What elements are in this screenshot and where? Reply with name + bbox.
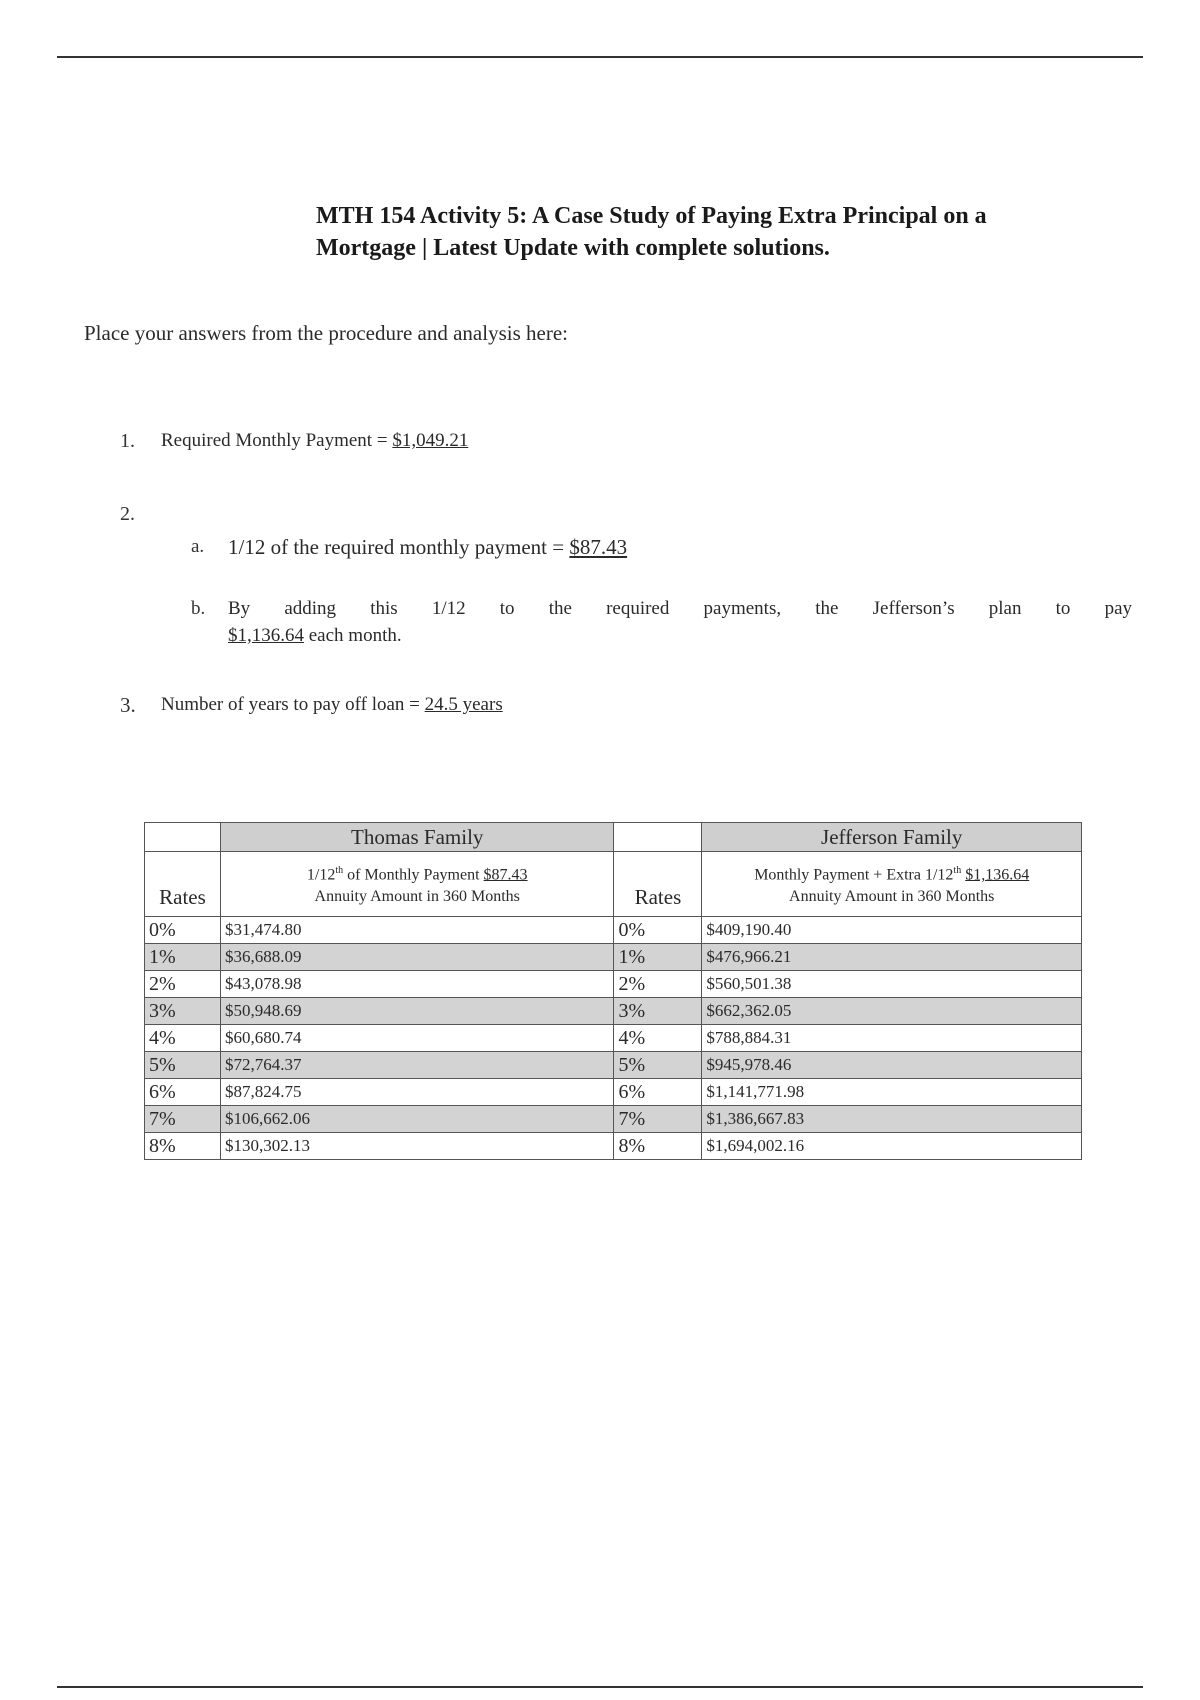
question-1-value: $1,049.21 [392,430,469,451]
thomas-header-sup: th [335,864,344,876]
question-2-number: 2. [120,503,135,525]
thomas-rate-cell: 5% [145,1052,221,1079]
column-header-row [145,852,1082,917]
thomas-amount-cell: $36,688.09 [220,944,614,971]
jefferson-rate-cell: 8% [614,1133,702,1160]
jefferson-rate-cell: 3% [614,998,702,1025]
question-2b-value: $1,136.64 [228,625,304,646]
question-1-number: 1. [120,430,135,452]
question-2b-tail: each month. [304,625,402,646]
thomas-amount-cell: $60,680.74 [220,1025,614,1052]
thomas-header-line-2: Annuity Amount in 360 Months [314,888,520,906]
question-3-value: 24.5 years [424,694,503,715]
thomas-amount-cell: $87,824.75 [220,1079,614,1106]
question-2b-letter: b. [191,598,206,619]
jefferson-rate-cell: 6% [614,1079,702,1106]
jefferson-amount-cell: $560,501.38 [702,971,1082,998]
table-row [145,1052,1082,1079]
jefferson-header-sup: th [953,864,962,876]
table-row [145,971,1082,998]
jefferson-rates-header: Rates [614,852,702,917]
jefferson-rate-cell: 0% [614,917,702,944]
thomas-header-prefix: 1/12 [306,866,336,884]
thomas-rate-cell: 0% [145,917,221,944]
jefferson-rate-cell: 4% [614,1025,702,1052]
thomas-amount-cell: $31,474.80 [220,917,614,944]
jefferson-header-prefix: Monthly Payment + Extra 1/12 [754,866,954,884]
thomas-amount-cell: $72,764.37 [220,1052,614,1079]
question-2a-letter: a. [191,536,205,557]
jefferson-amount-cell: $476,966.21 [702,944,1082,971]
question-3-text: Number of years to pay off loan = [161,694,425,715]
question-2b-text: By adding this 1/12 to the required payments, the Jefferson’s plan to pay [228,598,1132,619]
table-row [145,1106,1082,1133]
thomas-amount-cell: $106,662.06 [220,1106,614,1133]
jefferson-amount-cell: $662,362.05 [702,998,1082,1025]
jefferson-header-line-2: Annuity Amount in 360 Months [789,888,995,906]
top-rule [57,56,1143,58]
title-line-2: Mortgage | Latest Update with complete solutions. [316,235,830,261]
table-row [145,1079,1082,1106]
thomas-rates-header: Rates [145,852,221,917]
thomas-header-amount: $87.43 [483,866,528,884]
thomas-column-header [220,852,614,917]
thomas-rate-cell: 8% [145,1133,221,1160]
jefferson-rate-cell: 2% [614,971,702,998]
intro-text: Place your answers from the procedure and analysis here: [84,321,568,345]
family-header-spacer-jefferson [614,823,702,852]
table-row [145,1133,1082,1160]
thomas-rate-cell: 6% [145,1079,221,1106]
title-line-1: MTH 154 Activity 5: A Case Study of Paying Extra Principal on a [316,203,987,229]
thomas-rate-cell: 3% [145,998,221,1025]
thomas-amount-cell: $130,302.13 [220,1133,614,1160]
jefferson-family-header: Jefferson Family [702,823,1082,852]
jefferson-amount-cell: $1,386,667.83 [702,1106,1082,1133]
jefferson-header-line-1 [706,860,1077,886]
jefferson-amount-cell: $409,190.40 [702,917,1082,944]
question-1-answer [161,430,468,452]
question-3-number: 3. [120,693,136,717]
jefferson-rate-cell: 7% [614,1106,702,1133]
annuity-table [144,822,1082,1160]
table-row [145,1025,1082,1052]
question-1-text: Required Monthly Payment = [161,430,393,451]
jefferson-amount-cell: $1,141,771.98 [702,1079,1082,1106]
thomas-amount-cell: $50,948.69 [220,998,614,1025]
thomas-amount-cell: $43,078.98 [220,971,614,998]
jefferson-amount-cell: $945,978.46 [702,1052,1082,1079]
jefferson-column-header [702,852,1082,917]
jefferson-amount-cell: $1,694,002.16 [702,1133,1082,1160]
thomas-family-header: Thomas Family [220,823,614,852]
family-header-row [145,823,1082,852]
thomas-header-line-1 [225,860,610,886]
jefferson-rate-cell: 5% [614,1052,702,1079]
question-2a-answer [228,535,627,560]
question-2b-answer [228,623,402,649]
thomas-rate-cell: 4% [145,1025,221,1052]
question-2a-value: $87.43 [569,535,628,559]
thomas-rate-cell: 7% [145,1106,221,1133]
page-title [316,200,1116,264]
question-2a-text: 1/12 of the required monthly payment = [228,535,570,559]
family-header-spacer-thomas [145,823,221,852]
question-3-answer [161,694,503,716]
table-row [145,998,1082,1025]
jefferson-rate-cell: 1% [614,944,702,971]
bottom-rule [57,1686,1143,1688]
jefferson-header-amount: $1,136.64 [965,866,1030,884]
table-row [145,944,1082,971]
thomas-rate-cell: 1% [145,944,221,971]
thomas-rate-cell: 2% [145,971,221,998]
table-row [145,917,1082,944]
thomas-header-middle: of Monthly Payment [343,866,484,884]
jefferson-amount-cell: $788,884.31 [702,1025,1082,1052]
annuity-table-body [145,823,1082,1160]
